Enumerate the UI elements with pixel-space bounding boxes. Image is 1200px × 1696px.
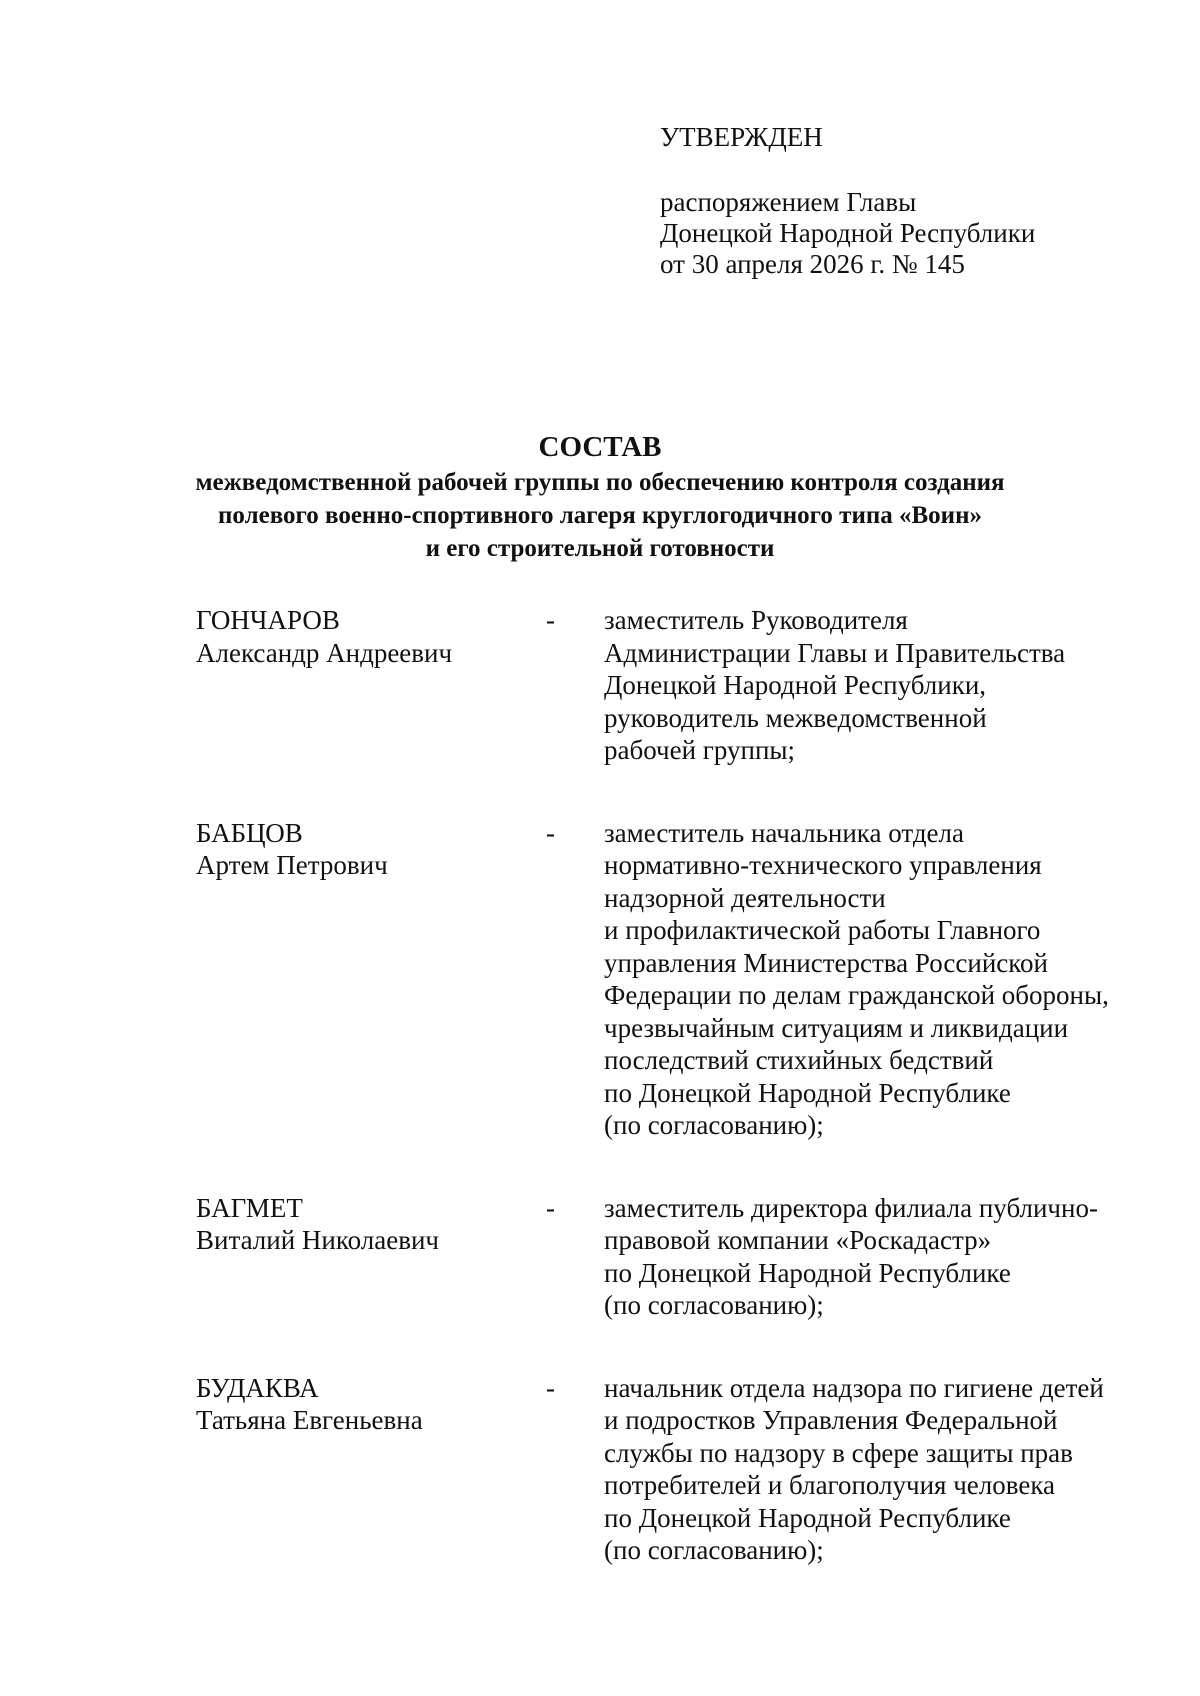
role-line: службы по надзору в сфере защиты прав	[604, 1437, 1073, 1468]
role-line: Администрации Главы и Правительства	[604, 637, 1066, 668]
member-dash: -	[546, 1192, 555, 1223]
approval-block	[660, 122, 1140, 280]
member-list	[196, 604, 1156, 1617]
decree-line: от 30 апреля 2026 г. № 145	[660, 249, 965, 279]
role-line: чрезвычайным ситуациям и ликвидации	[604, 1012, 1069, 1043]
member-entry	[196, 1192, 1156, 1322]
role-line: управления Министерства Российской	[604, 947, 1048, 978]
role-line: потребителей и благополучия человека	[604, 1470, 1056, 1500]
member-name	[196, 817, 546, 1142]
member-given-names: Виталий Николаевич	[196, 1225, 439, 1255]
member-role	[604, 1192, 1156, 1322]
member-role	[604, 817, 1156, 1142]
member-name	[196, 604, 546, 767]
role-line: надзорной деятельности	[604, 882, 886, 913]
role-line: руководитель межведомственной	[604, 702, 987, 733]
role-line: заместитель директора филиала публично-	[604, 1192, 1098, 1223]
member-role	[604, 1372, 1156, 1567]
role-line: Донецкой Народной Республики,	[604, 670, 987, 700]
member-entry	[196, 604, 1156, 767]
member-dash: -	[546, 1372, 555, 1403]
member-role	[604, 604, 1156, 767]
decree-line: Донецкой Народной Республики	[660, 218, 1036, 248]
member-name	[196, 1372, 546, 1567]
role-line: и подростков Управления Федеральной	[604, 1405, 1058, 1435]
member-surname: БАГМЕТ	[196, 1192, 303, 1223]
member-given-names: Татьяна Евгеньевна	[196, 1405, 423, 1435]
member-name	[196, 1192, 546, 1322]
role-line: начальник отдела надзора по гигиене детей	[604, 1372, 1104, 1403]
member-entry	[196, 817, 1156, 1142]
role-line: последствий стихийных бедствий	[604, 1045, 994, 1075]
role-line: заместитель начальника отдела	[604, 817, 964, 848]
role-line: (по согласованию);	[604, 1110, 824, 1140]
member-surname: ГОНЧАРОВ	[196, 605, 340, 635]
member-given-names: Александр Андреевич	[196, 637, 453, 668]
member-dash: -	[546, 817, 555, 848]
role-line: нормативно-технического управления	[604, 850, 1042, 880]
subtitle-line: полевого военно-спортивного лагеря круглогодичного типа «Воин»	[218, 502, 982, 529]
role-line: и профилактической работы Главного	[604, 915, 1041, 945]
document-title: СОСТАВ	[538, 431, 662, 463]
member-surname: БУДАКВА	[196, 1372, 319, 1403]
member-surname: БАБЦОВ	[196, 817, 303, 848]
member-given-names: Артем Петрович	[196, 850, 388, 880]
subtitle-line: межведомственной рабочей группы по обеспечению контроля создания	[195, 469, 1005, 496]
role-line: (по согласованию);	[604, 1290, 824, 1320]
member-dash: -	[546, 605, 555, 635]
document-heading	[150, 430, 1050, 565]
subtitle-line: и его строительной готовности	[425, 535, 775, 562]
document-subtitle	[150, 466, 1050, 565]
approval-label: УТВЕРЖДЕН	[660, 122, 823, 152]
role-line: по Донецкой Народной Республике	[604, 1077, 1011, 1108]
role-line: заместитель Руководителя	[604, 605, 908, 635]
role-line: рабочей группы;	[604, 735, 796, 765]
role-line: правовой компании «Роскадастр»	[604, 1225, 992, 1255]
role-line: (по согласованию);	[604, 1535, 824, 1565]
member-entry	[196, 1372, 1156, 1567]
role-line: Федерации по делам гражданской обороны,	[604, 980, 1109, 1010]
role-line: по Донецкой Народной Республике	[604, 1257, 1011, 1288]
role-line: по Донецкой Народной Республике	[604, 1502, 1011, 1533]
decree-reference	[660, 187, 1140, 280]
decree-line: распоряжением Главы	[660, 187, 917, 217]
